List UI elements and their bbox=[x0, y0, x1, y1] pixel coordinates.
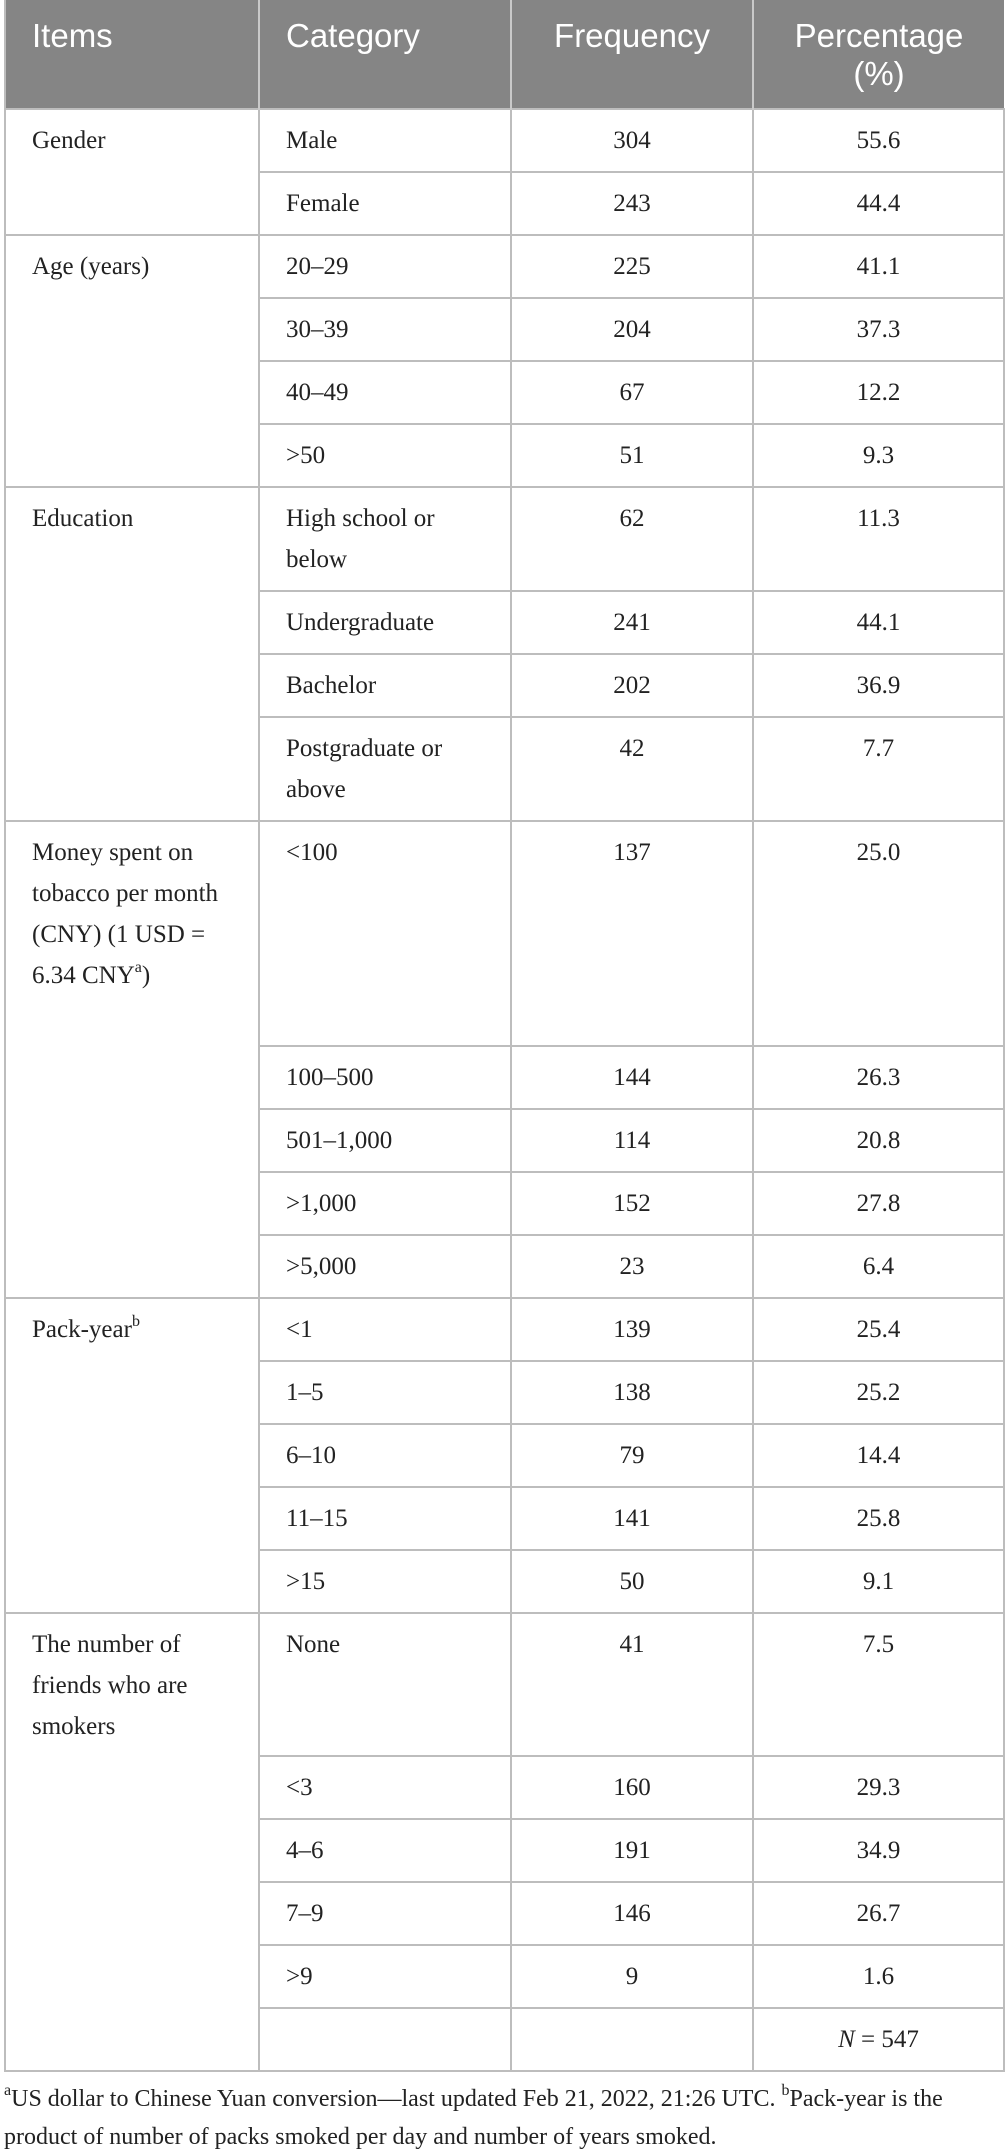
total-n-cell bbox=[753, 2008, 1004, 2071]
frequency-cell: 51 bbox=[511, 424, 753, 487]
percentage-cell: 12.2 bbox=[753, 361, 1004, 424]
percentage-cell: 9.1 bbox=[753, 1550, 1004, 1613]
category-cell: >1,000 bbox=[259, 1172, 511, 1235]
percentage-cell: 20.8 bbox=[753, 1109, 1004, 1172]
item-age: Age (years) bbox=[5, 235, 259, 487]
category-cell: Female bbox=[259, 172, 511, 235]
category-cell: 501–1,000 bbox=[259, 1109, 511, 1172]
frequency-cell: 114 bbox=[511, 1109, 753, 1172]
category-cell: None bbox=[259, 1613, 511, 1756]
header-row bbox=[5, 0, 1004, 109]
frequency-cell: 160 bbox=[511, 1756, 753, 1819]
footnote-a-mark: a bbox=[4, 2082, 12, 2099]
header-frequency: Frequency bbox=[511, 0, 753, 109]
footnote-mark-a: a bbox=[134, 958, 142, 976]
percentage-cell: 44.1 bbox=[753, 591, 1004, 654]
percentage-cell: 1.6 bbox=[753, 1945, 1004, 2008]
category-cell: 30–39 bbox=[259, 298, 511, 361]
table-footnote bbox=[4, 2080, 1004, 2156]
frequency-cell: 202 bbox=[511, 654, 753, 717]
header-items: Items bbox=[5, 0, 259, 109]
empty-cell bbox=[259, 2008, 511, 2071]
table-row bbox=[5, 1298, 1004, 1361]
frequency-cell: 79 bbox=[511, 1424, 753, 1487]
frequency-cell: 23 bbox=[511, 1235, 753, 1298]
footnote-mark-b: b bbox=[131, 1312, 140, 1330]
percentage-cell: 29.3 bbox=[753, 1756, 1004, 1819]
category-cell: >15 bbox=[259, 1550, 511, 1613]
category-cell: <1 bbox=[259, 1298, 511, 1361]
category-cell: >50 bbox=[259, 424, 511, 487]
category-cell: 1–5 bbox=[259, 1361, 511, 1424]
frequency-cell: 243 bbox=[511, 172, 753, 235]
footnote-b-text: Pack-year is the product of number of packs smoked per day and number of years smoked. bbox=[4, 2086, 943, 2150]
empty-cell bbox=[511, 2008, 753, 2071]
category-cell: 40–49 bbox=[259, 361, 511, 424]
percentage-cell: 55.6 bbox=[753, 109, 1004, 172]
table-row bbox=[5, 109, 1004, 172]
percentage-cell: 7.5 bbox=[753, 1613, 1004, 1756]
category-cell: Male bbox=[259, 109, 511, 172]
percentage-cell: 36.9 bbox=[753, 654, 1004, 717]
header-category: Category bbox=[259, 0, 511, 109]
table-row bbox=[5, 235, 1004, 298]
frequency-cell: 152 bbox=[511, 1172, 753, 1235]
category-cell: 4–6 bbox=[259, 1819, 511, 1882]
frequency-cell: 241 bbox=[511, 591, 753, 654]
frequency-cell: 41 bbox=[511, 1613, 753, 1756]
category-cell: Undergraduate bbox=[259, 591, 511, 654]
category-cell: High school or below bbox=[259, 487, 511, 591]
frequency-cell: 42 bbox=[511, 717, 753, 821]
item-money-spent bbox=[5, 821, 259, 1298]
percentage-cell: 6.4 bbox=[753, 1235, 1004, 1298]
footnote-b-mark: b bbox=[781, 2082, 790, 2099]
percentage-cell: 26.3 bbox=[753, 1046, 1004, 1109]
percentage-cell: 25.8 bbox=[753, 1487, 1004, 1550]
percentage-cell: 25.4 bbox=[753, 1298, 1004, 1361]
category-cell: <100 bbox=[259, 821, 511, 1046]
item-friends-smokers: The number of friends who are smokers bbox=[5, 1613, 259, 2071]
frequency-cell: 50 bbox=[511, 1550, 753, 1613]
table-row bbox=[5, 487, 1004, 591]
percentage-cell: 37.3 bbox=[753, 298, 1004, 361]
percentage-cell: 26.7 bbox=[753, 1882, 1004, 1945]
category-cell: 11–15 bbox=[259, 1487, 511, 1550]
frequency-cell: 204 bbox=[511, 298, 753, 361]
category-cell: 20–29 bbox=[259, 235, 511, 298]
item-education: Education bbox=[5, 487, 259, 821]
category-cell: <3 bbox=[259, 1756, 511, 1819]
percentage-cell: 41.1 bbox=[753, 235, 1004, 298]
frequency-cell: 144 bbox=[511, 1046, 753, 1109]
table-row bbox=[5, 821, 1004, 1046]
frequency-cell: 304 bbox=[511, 109, 753, 172]
percentage-cell: 34.9 bbox=[753, 1819, 1004, 1882]
percentage-cell: 25.2 bbox=[753, 1361, 1004, 1424]
total-n-value: = 547 bbox=[854, 2026, 919, 2053]
percentage-cell: 9.3 bbox=[753, 424, 1004, 487]
item-money-spent-text: Money spent on tobacco per month (CNY) (1 USD = 6.34 CNY bbox=[32, 839, 219, 989]
item-pack-year bbox=[5, 1298, 259, 1613]
category-cell: 7–9 bbox=[259, 1882, 511, 1945]
frequency-cell: 67 bbox=[511, 361, 753, 424]
item-gender: Gender bbox=[5, 109, 259, 235]
frequency-cell: 137 bbox=[511, 821, 753, 1046]
table-row bbox=[5, 1613, 1004, 1756]
demographics-table bbox=[4, 0, 1005, 2072]
total-n-label: N bbox=[838, 2026, 855, 2053]
category-cell: Postgraduate or above bbox=[259, 717, 511, 821]
frequency-cell: 139 bbox=[511, 1298, 753, 1361]
frequency-cell: 138 bbox=[511, 1361, 753, 1424]
category-cell: Bachelor bbox=[259, 654, 511, 717]
percentage-cell: 7.7 bbox=[753, 717, 1004, 821]
frequency-cell: 9 bbox=[511, 1945, 753, 2008]
percentage-cell: 11.3 bbox=[753, 487, 1004, 591]
percentage-cell: 44.4 bbox=[753, 172, 1004, 235]
category-cell: 6–10 bbox=[259, 1424, 511, 1487]
footnote-a-text: US dollar to Chinese Yuan conversion—last updated Feb 21, 2022, 21:26 UTC. bbox=[11, 2086, 776, 2112]
percentage-cell: 14.4 bbox=[753, 1424, 1004, 1487]
frequency-cell: 225 bbox=[511, 235, 753, 298]
frequency-cell: 62 bbox=[511, 487, 753, 591]
category-cell: 100–500 bbox=[259, 1046, 511, 1109]
item-money-spent-tail: ) bbox=[141, 962, 151, 989]
frequency-cell: 141 bbox=[511, 1487, 753, 1550]
percentage-cell: 25.0 bbox=[753, 821, 1004, 1046]
header-percentage: Percentage (%) bbox=[753, 0, 1004, 109]
item-pack-year-text: Pack-year bbox=[32, 1316, 132, 1343]
frequency-cell: 146 bbox=[511, 1882, 753, 1945]
frequency-cell: 191 bbox=[511, 1819, 753, 1882]
category-cell: >9 bbox=[259, 1945, 511, 2008]
category-cell: >5,000 bbox=[259, 1235, 511, 1298]
percentage-cell: 27.8 bbox=[753, 1172, 1004, 1235]
